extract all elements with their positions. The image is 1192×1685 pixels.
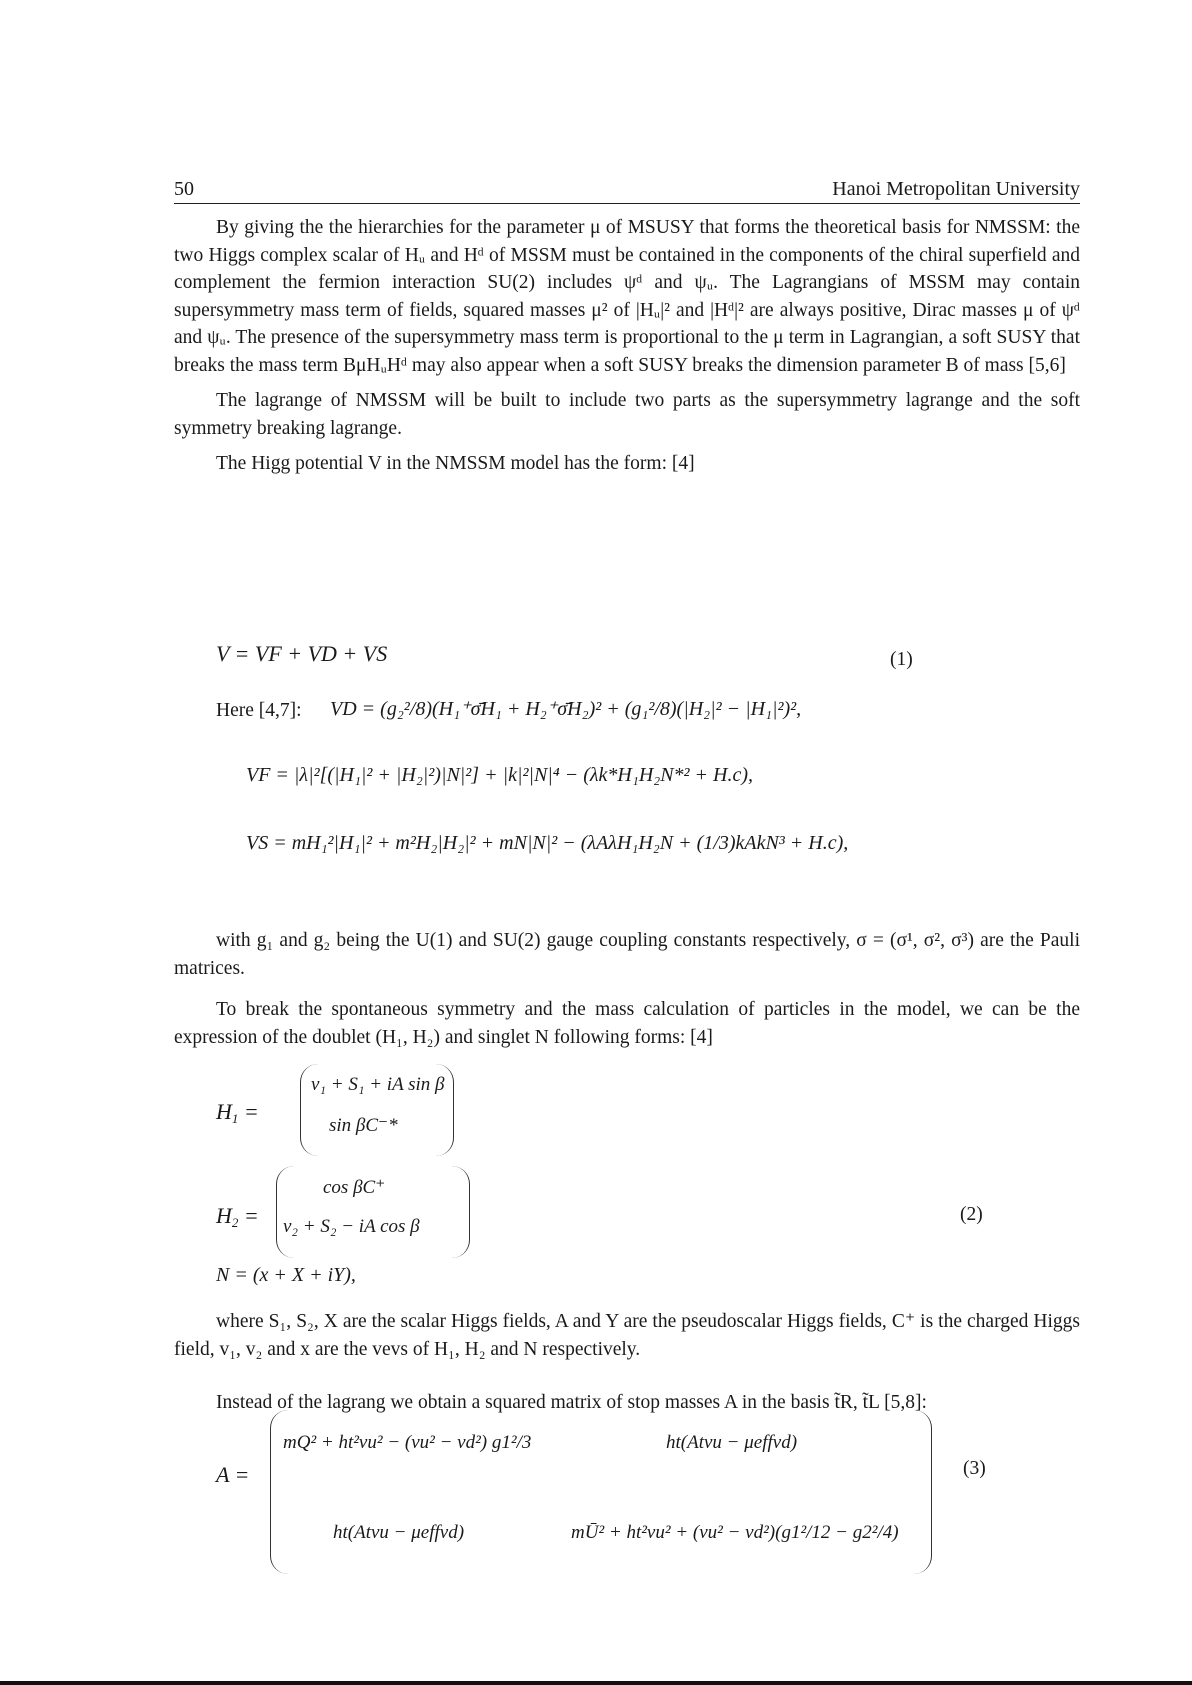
- h1-top-entry: v₁ + S₁ + iA sin β: [311, 1074, 445, 1095]
- equation-1: V = VF + VD + VS: [216, 641, 388, 666]
- h1-vector: [300, 1064, 454, 1156]
- paragraph-gauge-couplings: with g₁ and g₂ being the U(1) and SU(2) gauge coupling constants respectively, σ = (σ¹, σ², σ³) are the Pauli matrices.: [174, 930, 1080, 979]
- stop-mass-matrix: [270, 1410, 932, 1574]
- h2-bottom-entry: v₂ + S₂ − iA cos β: [283, 1216, 420, 1237]
- matrix-entry-22: mŪ² + ht²vu² + (vu² − vd²)(g1²/12 − g2²/4): [571, 1522, 899, 1543]
- matrix-a-label: A =: [216, 1462, 250, 1487]
- header-rule: [174, 203, 1080, 204]
- matrix-entry-21: ht(Atvu − μeffvd): [333, 1522, 465, 1543]
- h1-bottom-entry: sin βC⁻*: [329, 1115, 398, 1136]
- equation-3-number: (3): [963, 1458, 986, 1479]
- equation-vd: VD = (g₂²/8)(H₁⁺σ̄H₁ + H₂⁺σ̄H₂)² + (g₁²/8)(|H₂|² − |H₁|²)²,: [330, 698, 802, 720]
- paragraph-symmetry-breaking: To break the spontaneous symmetry and the mass calculation of particles in the model, we can be the expression of the doublet (H₁, H₂) and singlet N following forms: [4]: [174, 999, 1080, 1048]
- h2-vector: [276, 1166, 470, 1258]
- page-header: [174, 178, 1080, 200]
- paragraph-mssm-background: By giving the the hierarchies for the parameter μ of MSUSY that forms the theoretical basis for NMSSM: the two Higgs complex scalar of Hᵤ and Hᵈ of MSSM must be contained in the components of the chiral superfield and complement the fermion interaction SU(2) includes ψᵈ and ψᵤ. The Lagrangians of MSSM may contain supersymmetry mass term of fields, squared masses μ² of |Hᵤ|² and |Hᵈ|² are always positive, Dirac masses μ of ψᵈ and ψᵤ. The presence of the supersymmetry mass term is proportional to the μ term in Lagrangian, a soft SUSY that breaks the mass term BμHᵤHᵈ may also appear when a soft SUSY breaks the dimension parameter B of mass [5,6]: [174, 217, 1080, 376]
- body-text-3: [174, 1308, 1080, 1417]
- page-number: 50: [174, 178, 194, 200]
- body-text: [174, 214, 1080, 478]
- here-label: Here [4,7]:: [216, 700, 302, 721]
- equation-n-singlet: N = (x + X + iY),: [216, 1264, 356, 1286]
- h2-top-entry: cos βC⁺: [323, 1177, 386, 1198]
- matrix-entry-12: ht(Atvu − μeffvd): [666, 1432, 798, 1453]
- paragraph-field-definitions: where S₁, S₂, X are the scalar Higgs fields, A and Y are the pseudoscalar Higgs fields, C⁺ is the charged Higgs field, v₁, v₂ and x are the vevs of H₁, H₂ and N respectively.: [174, 1311, 1080, 1360]
- paragraph-higgs-potential: The Higg potential V in the NMSSM model has the form: [4]: [216, 453, 695, 474]
- h1-label: $H_1$ =: [216, 1099, 259, 1126]
- h2-label: $H_2$ =: [216, 1203, 259, 1230]
- journal-name: Hanoi Metropolitan University: [832, 178, 1080, 200]
- equation-1-number: (1): [890, 649, 913, 670]
- bottom-border: [0, 1681, 1192, 1685]
- equation-vf: VF = |λ|²[(|H₁|² + |H₂|²)|N|²] + |k|²|N|⁴ − (λk*H₁H₂N*² + H.c),: [246, 764, 754, 786]
- body-text-2: [174, 927, 1080, 1051]
- matrix-entry-11: mQ² + ht²vu² − (vu² − vd²) g1²/3: [283, 1432, 532, 1453]
- paragraph-lagrange-parts: The lagrange of NMSSM will be built to include two parts as the supersymmetry lagrange and the soft symmetry breaking lagrange.: [174, 390, 1080, 439]
- paragraph-stop-mass-matrix: Instead of the lagrang we obtain a squared matrix of stop masses A in the basis t̃R, t̃L [5,8]:: [216, 1392, 927, 1413]
- equation-2-number: (2): [960, 1204, 983, 1225]
- equation-vs: VS = mH₁²|H₁|² + m²H₂|H₂|² + mN|N|² − (λAλH₁H₂N + (1/3)kAkN³ + H.c),: [246, 832, 849, 854]
